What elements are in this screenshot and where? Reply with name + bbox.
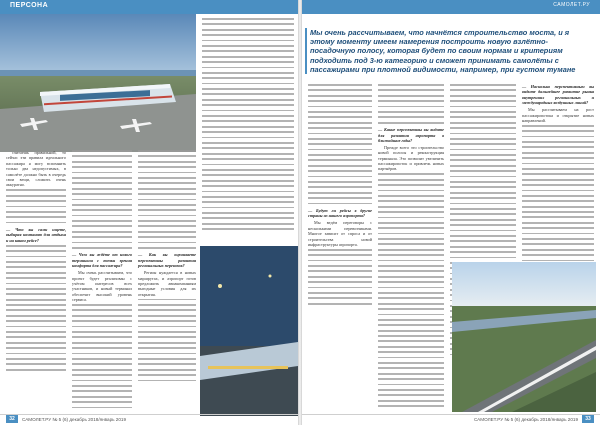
- airport-aerial-photo: [0, 14, 196, 152]
- text-column-3: [138, 150, 196, 385]
- text-column-4: [202, 18, 294, 234]
- text-column-1: [6, 150, 66, 374]
- column-2-text: Мы очень рассчитываем, что проект будет реализован с учётом интересов всех участников, и новый терминал обеспечит высокий уровень сервиса.: [72, 270, 132, 303]
- page-number-left: 32: [6, 415, 18, 423]
- left-footer: [0, 414, 298, 425]
- column-2-question: — Чего вы ждёте от нового терминала с точки зрения комфорта для пассажира?: [72, 252, 132, 269]
- pull-quote-bar: [305, 28, 307, 74]
- right-header-bar: [302, 0, 600, 14]
- airport-aerial-image: [0, 14, 196, 152]
- right-footer-text: САМОЛЕТ.РУ № 5 (6) декабрь 2018/январь 2019: [473, 417, 578, 422]
- column-1-question: — Что вы сами ищете, выбирая компанию для отдыха и на каком рейсе?: [6, 227, 66, 243]
- column-1-intro: считаешь правильной, то сейчас эти правила идеального пассажира я могу вспомнить только два недопустимых, в самолёте должно быть в очередь свои вещи, сложить очень аккуратно.: [6, 150, 66, 188]
- right-column-2-text: Прежде всего это строительство новой полосы и реконструкция терминала. Это позволит увеличить пассажиропоток и привлечь новых партнёров.: [378, 144, 444, 172]
- right-section-label: САМОЛЕТ.РУ: [553, 2, 590, 8]
- text-column-2: [72, 150, 132, 412]
- right-footer: [302, 414, 600, 425]
- right-page: [302, 0, 600, 425]
- right-column-3-text: Мы рассчитываем на рост пассажиропотока и открытие новых направлений.: [522, 107, 594, 123]
- runway-photo: [452, 262, 596, 412]
- right-column-1-text: Мы ведём переговоры с несколькими перевозчиками. Многое зависит от спроса и от строительства новой инфраструктуры аэропорта.: [308, 220, 372, 247]
- right-text-column-1: [308, 84, 372, 308]
- section-label: ПЕРСОНА: [10, 2, 49, 9]
- right-column-1-question: — Будут ли рейсы в другие страны из нашего аэропорта?: [308, 207, 372, 219]
- left-page: [0, 0, 298, 425]
- column-1-text-lines: [6, 189, 66, 223]
- right-column-2-question: — Какие перспективы вы видите для развития аэропорта в ближайшие годы?: [378, 127, 444, 143]
- airport-night-photo: [200, 246, 298, 416]
- right-text-column-2: [378, 84, 444, 411]
- left-footer-text: САМОЛЕТ.РУ № 5 (6) декабрь 2018/январь 2019: [22, 417, 127, 422]
- right-text-column-4: [522, 84, 594, 265]
- airport-night-image: [200, 246, 298, 416]
- column-3-question: — Как вы оцениваете перспективы развития региональных перевозок?: [138, 252, 196, 269]
- page-number-right: 33: [582, 415, 594, 423]
- runway-aerial-image: [452, 262, 596, 412]
- left-header-bar: [0, 0, 298, 14]
- column-3-text: Регион нуждается в новых маршрутах, и аэропорт готов предложить авиакомпаниям выгодные условия для их открытия.: [138, 270, 196, 297]
- right-column-3-question: — Насколько перспективным вы видите дальнейшее развитие рынка внутренних региональных и международных воздушных линий?: [522, 84, 594, 106]
- pull-quote: Мы очень рассчитываем, что начнётся строительство моста, и я этому моменту имеем намерения построить новую взлётно-посадочную полосу, которая будет по своим нормам и критериям подходить под 3-ю категорию и сможет принимать самолёты с пассажирами при плотной видимости, например, при густом тумане: [310, 28, 576, 74]
